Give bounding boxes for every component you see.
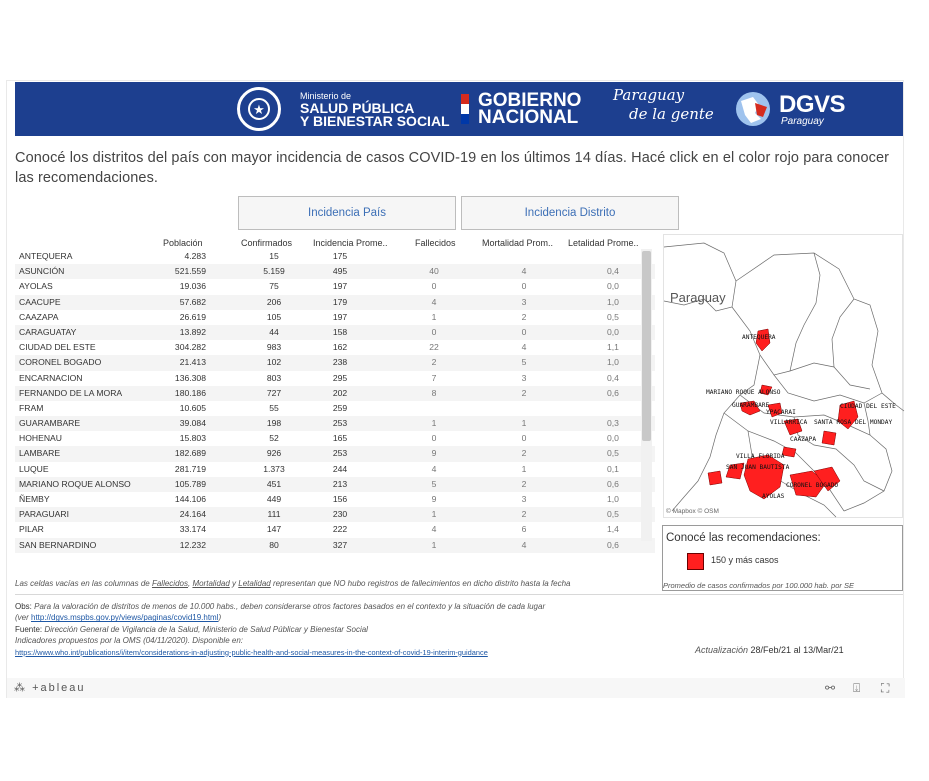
fallecidos-value: 40 — [429, 266, 439, 277]
incidencia-value: 327 — [332, 539, 348, 550]
fullscreen-icon[interactable]: ⛶ — [881, 681, 890, 695]
obs-text: Para la valoración de distritos de menos de 10.000 habs., deben considerarse otros factores basados en el contexto y la situación de cada lugar — [34, 602, 546, 611]
confirmados-value: 206 — [266, 296, 282, 307]
fuente-text: Dirección General de Vigilancia de la Salud, Ministerio de Salud Públicar y Bienestar Social — [44, 624, 368, 634]
confirmados-value: 451 — [266, 478, 282, 489]
table-row[interactable] — [15, 401, 655, 416]
fallecidos-value: 1 — [431, 418, 437, 429]
map-label: CAAZAPA — [790, 436, 817, 443]
confirmados-value: 15 — [269, 251, 279, 261]
incidencia-value: 253 — [332, 448, 348, 459]
district-name: LUQUE — [19, 463, 49, 474]
incidencia-value: 230 — [332, 509, 348, 520]
dgvs-link[interactable]: http://dgvs.mspbs.gov.py/views/paginas/covid19.html — [31, 613, 219, 623]
scrollbar-thumb[interactable] — [642, 251, 651, 441]
national-seal-logo: ★ — [237, 87, 281, 131]
fallecidos-value: 0 — [431, 433, 437, 444]
letalidad-value: 0,0 — [607, 433, 619, 444]
update-value: 28/Feb/21 al 13/Mar/21 — [750, 645, 844, 655]
letalidad-value: 1,0 — [607, 296, 619, 307]
letalidad-value: 0,4 — [607, 372, 619, 383]
confirmados-value: 102 — [266, 357, 282, 368]
poblacion-value: 57.682 — [179, 296, 206, 307]
poblacion-value: 136.308 — [174, 372, 206, 383]
fallecidos-value: 5 — [431, 478, 437, 489]
district-name: CORONEL BOGADO — [19, 357, 102, 368]
letalidad-value: 0,5 — [607, 509, 619, 520]
update-label: Actualización — [695, 645, 751, 655]
table-row[interactable] — [15, 492, 655, 507]
confirmados-value: 198 — [266, 418, 282, 429]
table-row[interactable] — [15, 264, 655, 279]
letalidad-value: 0,5 — [607, 311, 619, 322]
ver-prefix: (ver — [15, 613, 31, 623]
slogan-line1: Paraguay — [613, 86, 685, 104]
letalidad-value: 0,1 — [607, 463, 619, 474]
empty-cells-note — [15, 579, 570, 588]
dgvs-globe-icon — [733, 89, 777, 129]
col-letalidad[interactable]: Letalidad Prome.. — [568, 238, 639, 248]
dgvs-logo-subtitle: Paraguay — [781, 116, 824, 127]
fallecidos-value: 22 — [429, 342, 439, 353]
col-mortalidad[interactable]: Mortalidad Prom.. — [482, 238, 554, 248]
district-name: GUARAMBARE — [19, 418, 81, 429]
tableau-viz-frame — [6, 80, 904, 698]
table-row[interactable] — [15, 371, 655, 386]
letalidad-value: 1,4 — [607, 524, 619, 535]
fallecidos-value: 1 — [431, 539, 437, 550]
poblacion-value: 24.164 — [179, 509, 206, 520]
share-icon[interactable]: ⚯ — [825, 681, 836, 695]
note-sep: , — [187, 579, 193, 588]
government-line1: GOBIERNO — [478, 90, 582, 111]
incidencia-pais-button[interactable]: Incidencia País — [238, 196, 456, 230]
district-name: FERNANDO DE LA MORA — [19, 387, 123, 398]
divider — [15, 594, 903, 595]
table-row[interactable] — [15, 446, 655, 461]
map-label: SAN JUAN BAUTISTA — [726, 464, 790, 471]
confirmados-value: 105 — [266, 311, 282, 322]
incidencia-value: 156 — [332, 494, 348, 504]
poblacion-value: 521.559 — [174, 266, 206, 277]
poblacion-value: 21.413 — [179, 357, 206, 368]
incidencia-value: 295 — [332, 372, 348, 383]
district-name: CARAGUATAY — [19, 326, 77, 337]
legend-red-swatch[interactable] — [687, 553, 704, 570]
mortalidad-value: 1 — [521, 463, 527, 474]
district-name: HOHENAU — [19, 433, 62, 444]
mortalidad-value: 2 — [521, 387, 527, 398]
table-row[interactable] — [15, 295, 655, 310]
confirmados-value: 52 — [269, 433, 279, 444]
note-fallecidos: Fallecidos — [151, 579, 188, 588]
letalidad-value: 0,0 — [607, 281, 619, 292]
map-country-label: Paraguay — [670, 290, 726, 305]
poblacion-value: 4.283 — [184, 251, 206, 261]
oms-text: Indicadores propuestos por la OMS (04/11/2020). Disponible en: — [15, 636, 243, 646]
mortalidad-value: 0 — [521, 326, 527, 337]
letalidad-value: 0,6 — [607, 478, 619, 489]
incidencia-distrito-button[interactable]: Incidencia Distrito — [461, 196, 679, 230]
incidencia-value: 222 — [332, 524, 348, 535]
mortalidad-value: 6 — [521, 524, 527, 535]
tableau-logo[interactable] — [14, 681, 86, 694]
poblacion-value: 26.619 — [179, 311, 206, 322]
note-suffix: representan que NO hubo registros de fallecimientos en dicho distrito hasta la fecha — [270, 579, 571, 588]
fallecidos-value: 0 — [431, 281, 437, 292]
header-banner — [15, 82, 903, 136]
col-fallecidos[interactable]: Fallecidos — [415, 238, 456, 248]
letalidad-value: 0,0 — [607, 326, 619, 337]
fallecidos-value: 1 — [431, 311, 437, 322]
confirmados-value: 75 — [269, 281, 279, 292]
table-row[interactable] — [15, 462, 655, 477]
confirmados-value: 111 — [267, 509, 281, 520]
tableau-footer — [7, 678, 905, 698]
col-incidencia[interactable]: Incidencia Prome.. — [313, 238, 388, 248]
letalidad-value: 1,0 — [607, 494, 619, 504]
poblacion-value: 180.186 — [174, 387, 206, 398]
fallecidos-value: 8 — [431, 387, 437, 398]
table-row[interactable] — [15, 249, 655, 264]
table-header — [15, 236, 645, 250]
fallecidos-value: 4 — [431, 524, 437, 535]
district-name: ÑEMBY — [19, 494, 50, 504]
incidencia-value: 253 — [332, 418, 348, 429]
incidencia-value: 197 — [332, 281, 348, 292]
poblacion-value: 13.892 — [179, 326, 206, 337]
mortalidad-value: 5 — [521, 357, 527, 368]
mortalidad-value: 2 — [521, 509, 527, 520]
update-info — [695, 645, 844, 655]
map-label: YPACARAI — [766, 409, 796, 416]
fallecidos-value: 9 — [431, 448, 437, 459]
confirmados-value: 147 — [266, 524, 282, 535]
incidencia-value: 238 — [332, 357, 348, 368]
incidencia-value: 259 — [332, 402, 348, 413]
poblacion-value: 33.174 — [179, 524, 206, 535]
district-table[interactable] — [15, 249, 655, 550]
district-name: LAMBARE — [19, 448, 61, 459]
mortalidad-value: 3 — [521, 494, 527, 504]
map-label: CORONEL BOGADO — [786, 482, 839, 489]
mortalidad-value: 4 — [521, 342, 527, 353]
legend-title: Conocé las recomendaciones: — [666, 532, 821, 544]
poblacion-value: 15.803 — [179, 433, 206, 444]
map-label: SANTA ROSA DEL MONDAY — [814, 419, 893, 426]
district-name: CAACUPE — [19, 296, 61, 307]
note-mortalidad: Mortalidad — [192, 579, 230, 588]
download-icon[interactable]: ⍗ — [853, 681, 861, 695]
confirmados-value: 926 — [266, 448, 282, 459]
incidencia-value: 175 — [332, 251, 348, 261]
mortalidad-value: 0 — [521, 281, 527, 292]
map-label: VILLA FLORIDA — [736, 453, 785, 460]
incidencia-value: 244 — [332, 463, 348, 474]
table-scrollbar[interactable] — [641, 249, 652, 541]
map-label: VILLARRICA — [770, 419, 808, 426]
confirmados-value: 803 — [266, 372, 282, 383]
table-row[interactable] — [15, 310, 655, 325]
note-and: y — [229, 579, 239, 588]
table-row[interactable] — [15, 507, 655, 522]
poblacion-value: 144.106 — [174, 494, 206, 504]
ministry-small-text: Ministerio de — [300, 91, 352, 101]
table-row[interactable] — [15, 522, 655, 537]
confirmados-value: 5.159 — [263, 266, 285, 277]
col-poblacion[interactable]: Población — [163, 238, 203, 248]
mortalidad-value: 3 — [521, 296, 527, 307]
col-confirmados[interactable]: Confirmados — [241, 238, 293, 248]
poblacion-value: 281.719 — [174, 463, 206, 474]
map-label: ANTEQUERA — [742, 334, 776, 341]
mortalidad-value: 0 — [521, 433, 527, 444]
table-row[interactable] — [15, 477, 655, 492]
district-name: ANTEQUERA — [19, 251, 73, 261]
letalidad-value: 0,6 — [607, 387, 619, 398]
dgvs-logo-text: DGVS — [779, 91, 846, 118]
district-name: FRAM — [19, 402, 44, 413]
who-link[interactable]: https://www.who.int/publications/i/item/considerations-in-adjusting-public-health-and-social-measures-in-the-context-of-covid-19-interim-guidance — [15, 647, 488, 657]
map-label: AYOLAS — [762, 493, 785, 500]
confirmados-value: 727 — [266, 387, 282, 398]
letalidad-value: 0,6 — [607, 539, 619, 550]
poblacion-value: 105.789 — [174, 478, 206, 489]
table-row[interactable] — [15, 355, 655, 370]
district-map[interactable] — [663, 234, 903, 518]
confirmados-value: 44 — [269, 326, 279, 337]
tableau-logo-text: +ableau — [32, 682, 86, 694]
district-name: SAN BERNARDINO — [19, 539, 97, 550]
ministry-line2: Y BIENESTAR SOCIAL — [300, 113, 450, 129]
district-name: PARAGUARI — [19, 509, 69, 520]
slogan-line2: de la gente — [629, 105, 714, 123]
confirmados-value: 55 — [269, 402, 279, 413]
table-row[interactable] — [15, 279, 655, 294]
poblacion-value: 10.605 — [179, 402, 206, 413]
table-row[interactable] — [15, 538, 655, 553]
poblacion-value: 12.232 — [179, 539, 206, 550]
map-label: GUARAMBARE — [732, 402, 770, 409]
mortalidad-value: 1 — [521, 418, 527, 429]
poblacion-value: 304.282 — [174, 342, 206, 353]
fallecidos-value: 4 — [431, 463, 437, 474]
mortalidad-value: 2 — [521, 478, 527, 489]
map-attribution[interactable]: © Mapbox © OSM — [666, 508, 719, 515]
mortalidad-value: 3 — [521, 372, 527, 383]
district-name: ASUNCIÓN — [19, 266, 65, 277]
note-prefix: Las celdas vacías en las columnas de — [15, 579, 152, 588]
poblacion-value: 182.689 — [174, 448, 206, 459]
table-row[interactable] — [15, 386, 655, 401]
fallecidos-value: 0 — [431, 326, 437, 337]
table-row[interactable] — [15, 431, 655, 446]
fallecidos-value: 9 — [431, 494, 437, 504]
table-row[interactable] — [15, 340, 655, 355]
ministry-line1: SALUD PÚBLICA — [300, 100, 415, 116]
table-row[interactable] — [15, 416, 655, 431]
district-name: CAAZAPA — [19, 311, 59, 322]
fuente-label: Fuente: — [15, 624, 45, 634]
poblacion-value: 39.084 — [179, 418, 206, 429]
fallecidos-value: 7 — [431, 372, 437, 383]
mortalidad-value: 2 — [521, 448, 527, 459]
flag-icon — [461, 94, 469, 124]
letalidad-value: 1,0 — [607, 357, 619, 368]
letalidad-value: 0,5 — [607, 448, 619, 459]
fallecidos-value: 4 — [431, 296, 437, 307]
fallecidos-value: 2 — [431, 357, 437, 368]
observations-block — [15, 601, 675, 658]
obs-label: Obs: — [15, 602, 35, 611]
legend-item-label: 150 y más casos — [711, 555, 779, 565]
district-name: AYOLAS — [19, 281, 53, 292]
map-boundaries — [664, 235, 904, 519]
fallecidos-value: 1 — [431, 509, 437, 520]
map-label: CIUDAD DEL ESTE — [840, 403, 896, 410]
mortalidad-value: 4 — [521, 539, 527, 550]
incidencia-value: 158 — [332, 326, 348, 337]
poblacion-value: 19.036 — [179, 281, 206, 292]
incidencia-value: 495 — [332, 266, 348, 277]
tableau-logo-mark: ⁂ — [14, 682, 33, 694]
letalidad-value: 0,4 — [607, 266, 619, 277]
government-line2: NACIONAL — [478, 107, 579, 128]
incidencia-value: 197 — [332, 311, 348, 322]
district-name: PILAR — [19, 524, 44, 535]
incidencia-value: 165 — [332, 433, 348, 444]
district-name: MARIANO ROQUE ALONSO — [19, 478, 131, 489]
table-row[interactable] — [15, 325, 655, 340]
mortalidad-value: 4 — [521, 266, 527, 277]
confirmados-value: 1.373 — [263, 463, 285, 474]
incidencia-value: 179 — [332, 296, 348, 307]
confirmados-value: 80 — [269, 539, 279, 550]
mortalidad-value: 2 — [521, 311, 527, 322]
incidencia-value: 202 — [332, 387, 348, 398]
district-name: ENCARNACION — [19, 372, 83, 383]
note-letalidad: Letalidad — [238, 579, 271, 588]
map-label: MARIANO ROQUE ALONSO — [706, 389, 781, 396]
district-name: CIUDAD DEL ESTE — [19, 342, 96, 353]
incidencia-value: 213 — [332, 478, 348, 489]
ver-suffix: ) — [218, 613, 222, 623]
incidencia-value: 162 — [332, 342, 348, 353]
confirmados-value: 983 — [266, 342, 282, 353]
letalidad-value: 1,1 — [607, 342, 619, 353]
intro-text: Conocé los distritos del país con mayor incidencia de casos COVID-19 en los últimos 14 días. Hacé click en el color rojo para conocer las recomendaciones. — [15, 150, 890, 186]
letalidad-value: 0,3 — [607, 418, 619, 429]
confirmados-value: 449 — [266, 494, 282, 504]
legend-note: Promedio de casos confirmados por 100.000 hab. por SE — [663, 581, 854, 590]
